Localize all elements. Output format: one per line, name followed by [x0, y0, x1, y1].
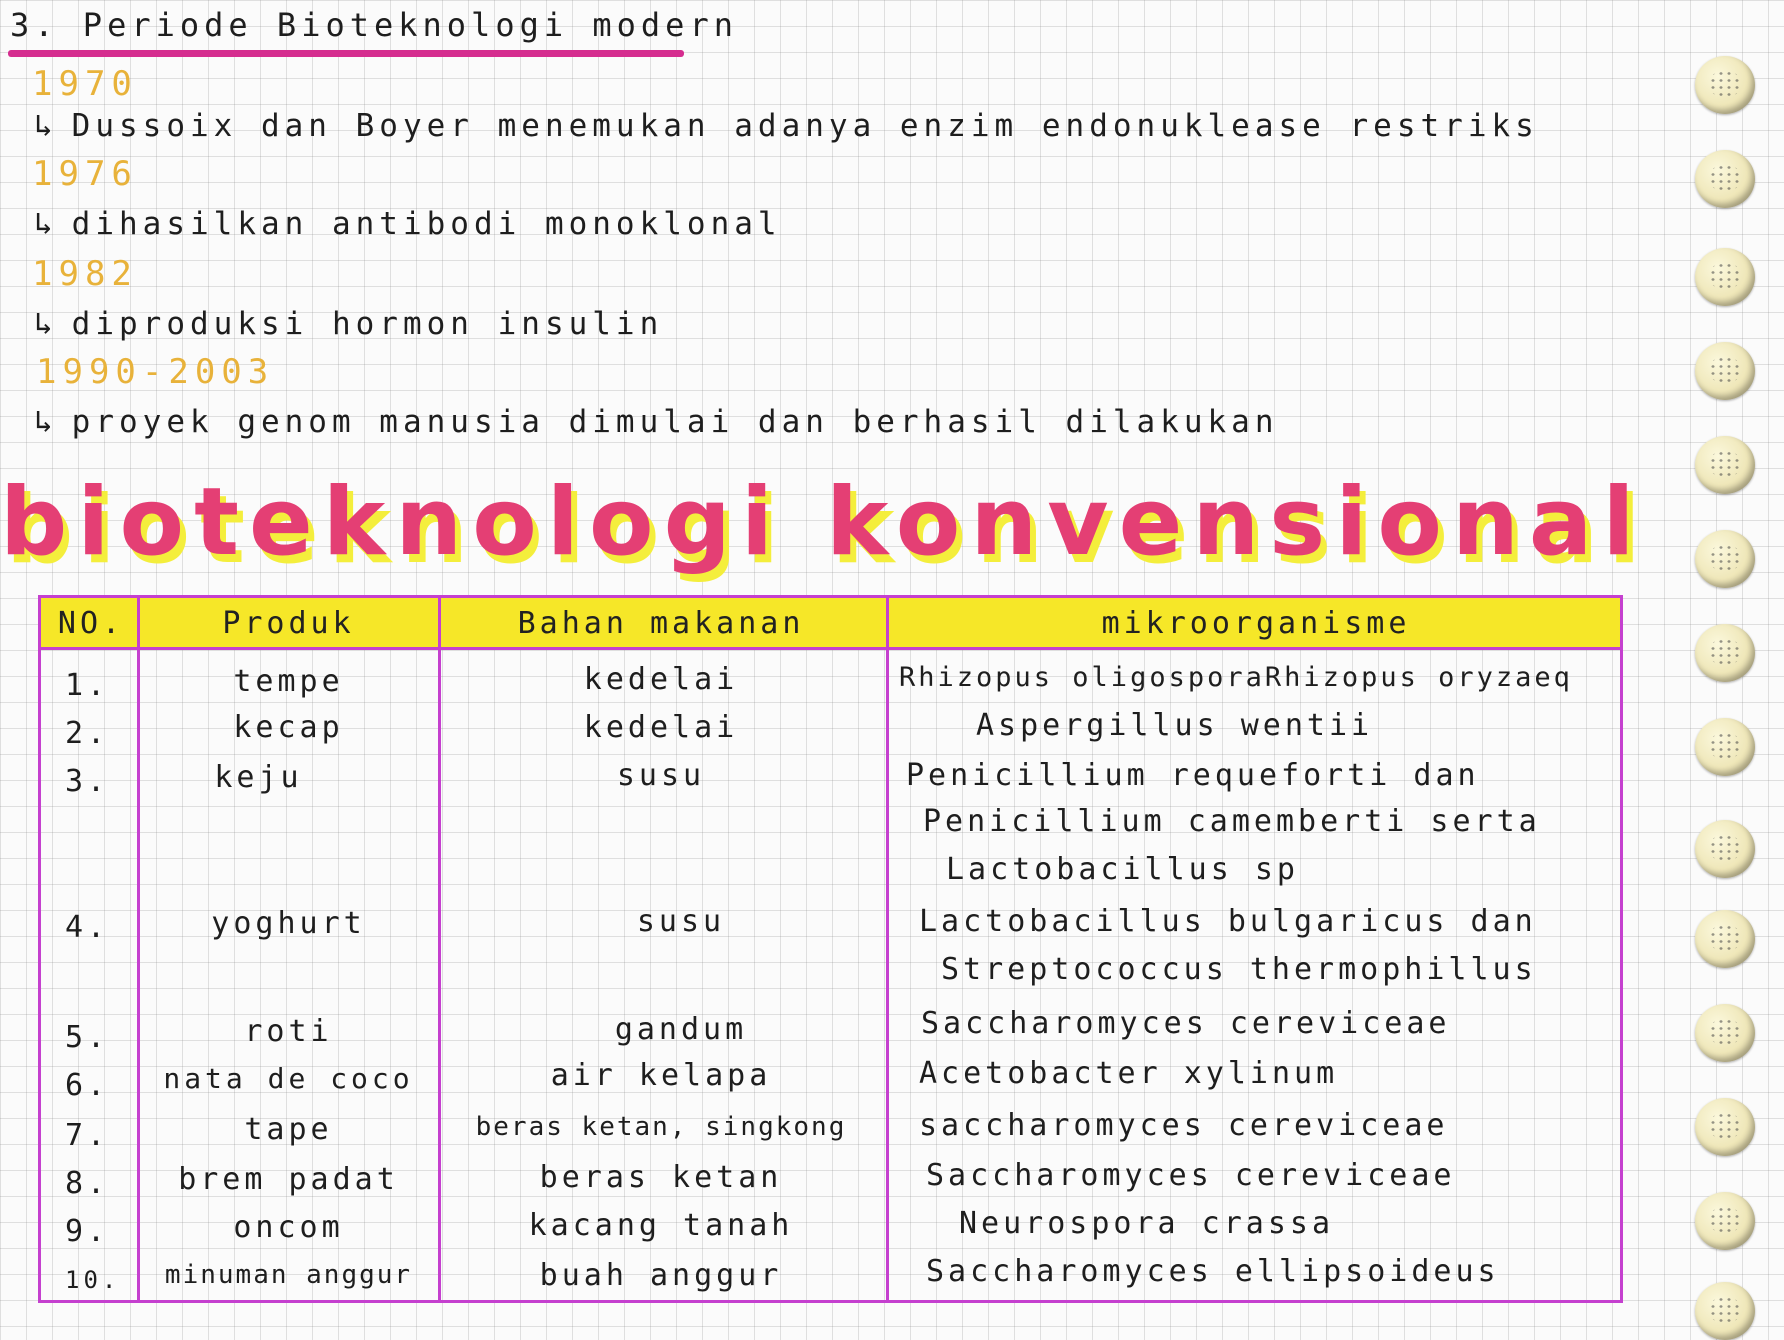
table-row-produk: oncom	[233, 1210, 344, 1245]
column-divider	[137, 598, 140, 1300]
table-row-mikro: Penicillium requeforti dan	[906, 758, 1480, 793]
table-row-no: 4.	[65, 910, 110, 945]
table-row-mikro: saccharomyces cereviceae	[919, 1108, 1449, 1143]
table-row-bahan: kacang tanah	[528, 1208, 794, 1243]
table-row-no: 5.	[65, 1020, 110, 1055]
table-row-bahan: beras ketan	[539, 1160, 783, 1195]
table-row-produk: nata de coco	[163, 1062, 414, 1095]
page-heading: bioteknologi konvensional	[0, 468, 1645, 577]
table-row-produk: kecap	[233, 710, 344, 745]
header-no: NO.	[57, 606, 125, 641]
binder-ring-icon	[1695, 150, 1755, 208]
table-row-bahan: kedelai	[583, 710, 739, 745]
binder-ring-icon	[1695, 1192, 1755, 1250]
event-1970	[34, 108, 1539, 144]
table-row-mikro: Neurospora crassa	[959, 1206, 1335, 1241]
binder-ring-icon	[1695, 718, 1755, 776]
table-row-bahan: susu	[636, 904, 726, 939]
table-row-produk: brem padat	[178, 1162, 399, 1197]
table-row-bahan: buah anggur	[539, 1258, 783, 1293]
event-1982	[34, 306, 663, 342]
header-mikroorganisme: mikroorganisme	[1101, 606, 1411, 641]
binder-ring-icon	[1695, 1098, 1755, 1156]
year-1982: 1982	[32, 254, 138, 294]
table-row-mikro: Penicillium camemberti serta	[923, 804, 1541, 839]
arrow-icon: ↳	[34, 306, 58, 342]
table-row-bahan: beras ketan, singkong	[475, 1112, 847, 1142]
table-row-produk: minuman anggur	[164, 1260, 413, 1290]
binder-ring-icon	[1695, 248, 1755, 306]
binder-ring-icon	[1695, 1282, 1755, 1340]
table-row-mikro: Lactobacillus sp	[946, 852, 1299, 887]
table-row-produk: tempe	[233, 664, 344, 699]
binder-ring-icon	[1695, 1004, 1755, 1062]
event-1990-2003	[34, 404, 1279, 440]
binder-ring-icon	[1695, 910, 1755, 968]
table-row-mikro: Acetobacter xylinum	[919, 1056, 1339, 1091]
title-underline	[8, 50, 684, 57]
event-text: dihasilkan antibodi monoklonal	[71, 206, 782, 242]
arrow-icon: ↳	[34, 206, 58, 242]
table-row-mikro: Saccharomyces cereviceae	[926, 1158, 1456, 1193]
binder-ring-icon	[1695, 342, 1755, 400]
table-row-bahan: air kelapa	[550, 1058, 772, 1093]
column-divider	[886, 598, 889, 1300]
binder-ring-icon	[1695, 624, 1755, 682]
table-row-no: 10.	[65, 1266, 121, 1294]
section-title: 3. Periode Bioteknologi modern	[10, 6, 738, 44]
table-row-mikro: Rhizopus oligosporaRhizopus oryzaeq	[899, 662, 1573, 693]
table-row-bahan: gandum	[614, 1012, 748, 1047]
binder-ring-icon	[1695, 530, 1755, 588]
table-row-no: 1.	[65, 668, 110, 703]
table-row-produk: yoghurt	[211, 906, 366, 941]
table-row-no: 7.	[65, 1118, 110, 1153]
event-text: Dussoix dan Boyer menemukan adanya enzim endonuklease restriks	[71, 108, 1539, 144]
binder-ring-icon	[1695, 56, 1755, 114]
event-text: diproduksi hormon insulin	[71, 306, 664, 342]
microorganism-table	[38, 595, 1623, 1303]
header-bahan: Bahan makanan	[517, 606, 805, 641]
event-1976	[34, 206, 782, 242]
table-row-no: 9.	[65, 1214, 110, 1249]
table-row-no: 6.	[65, 1068, 110, 1103]
year-1976: 1976	[32, 154, 138, 194]
table-row-produk: keju	[214, 760, 303, 795]
table-row-produk: tape	[244, 1112, 333, 1147]
year-1990-2003: 1990-2003	[36, 352, 275, 392]
table-row-no: 3.	[65, 764, 110, 799]
event-text: proyek genom manusia dimulai dan berhasil dilakukan	[71, 404, 1279, 440]
table-row-mikro: Aspergillus wentii	[976, 708, 1374, 743]
table-row-mikro: Saccharomyces ellipsoideus	[926, 1254, 1500, 1289]
arrow-icon: ↳	[34, 404, 58, 440]
table-row-no: 2.	[65, 716, 110, 751]
table-row-mikro: Saccharomyces cereviceae	[921, 1006, 1451, 1041]
table-row-mikro: Streptococcus thermophillus	[941, 952, 1537, 987]
binder-ring-icon	[1695, 436, 1755, 494]
table-row-no: 8.	[65, 1166, 110, 1201]
table-row-bahan: susu	[616, 758, 706, 793]
binder-ring-icon	[1695, 820, 1755, 878]
header-produk: Produk	[222, 606, 355, 641]
table-row-produk: roti	[244, 1014, 333, 1049]
table-row-bahan: kedelai	[583, 662, 739, 697]
table-row-mikro: Lactobacillus bulgaricus dan	[919, 904, 1537, 939]
year-1970: 1970	[32, 64, 138, 104]
arrow-icon: ↳	[34, 108, 58, 144]
